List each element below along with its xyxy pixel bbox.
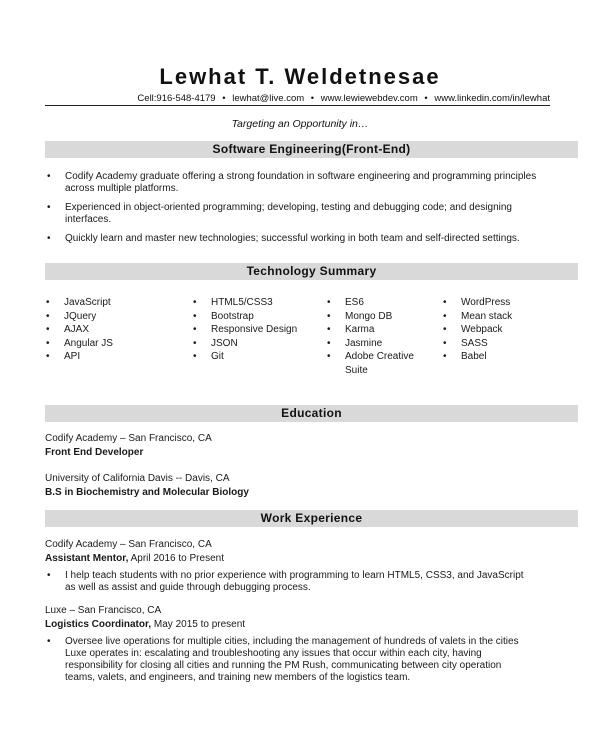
tech-item: • WordPress <box>461 296 512 310</box>
tech-column-3 <box>345 296 414 377</box>
tech-item: • AJAX <box>64 323 113 337</box>
education-school: Codify Academy – San Francisco, CA <box>45 433 212 444</box>
summary-item: • Experienced in object-oriented programming; developing, testing and debugging code; and designing interfaces. <box>60 202 580 226</box>
job-dates: April 2016 to Present <box>128 553 224 564</box>
job-role: Logistics Coordinator, <box>45 619 152 630</box>
tech-column-4 <box>461 296 512 364</box>
tech-item: • HTML5/CSS3 <box>211 296 297 310</box>
tech-item: • JSON <box>211 337 297 351</box>
summary-list <box>60 171 580 195</box>
job-role: Assistant Mentor, <box>45 553 129 564</box>
tech-column-2 <box>211 296 297 364</box>
tech-item: • API <box>64 350 113 364</box>
tech-item: • ES6 <box>345 296 414 310</box>
tech-item: • Babel <box>461 350 512 364</box>
tech-item: • Responsive Design <box>211 323 297 337</box>
section-header-education: Education <box>45 405 578 422</box>
tech-item: • JQuery <box>64 310 113 324</box>
section-header-summary: Software Engineering(Front-End) <box>45 141 578 158</box>
tech-item: • Bootstrap <box>211 310 297 324</box>
job-company: Luxe – San Francisco, CA <box>45 605 162 616</box>
target-statement: Targeting an Opportunity in… <box>231 118 369 130</box>
tech-item: • Mean stack <box>461 310 512 324</box>
separator-dot: • <box>222 93 226 104</box>
separator-dot: • <box>310 93 315 104</box>
education-degree: Front End Developer <box>45 447 144 458</box>
separator-dot: • <box>424 93 428 104</box>
job-company: Codify Academy – San Francisco, CA <box>45 539 212 550</box>
contact-email[interactable]: lewhat@live.com <box>232 93 305 104</box>
tech-item: • Karma <box>345 323 414 337</box>
tech-item: • JavaScript <box>64 296 113 310</box>
summary-list-3 <box>60 233 580 245</box>
tech-item: • Jasmine <box>345 337 414 351</box>
job-title-line <box>45 553 224 564</box>
job-bullets <box>60 636 580 684</box>
summary-item: • Quickly learn and master new technologies; successful working in both team and self-directed settings. <box>60 233 580 245</box>
candidate-name: Lewhat T. Weldetnesae <box>159 64 441 89</box>
tech-item: • Mongo DB <box>345 310 414 324</box>
education-degree: B.S in Biochemistry and Molecular Biology <box>45 487 249 498</box>
section-header-work: Work Experience <box>45 510 578 527</box>
tech-column-1 <box>64 296 113 364</box>
job-title-line <box>45 619 245 630</box>
tech-item: • Adobe Creative Suite <box>345 350 414 377</box>
job-bullet: • Oversee live operations for multiple cities, including the management of hundreds of valets in the cities Luxe operates in: escalating and troubleshooting any issues that occur within each city, having responsibility for closing all cities and running the PM Rush, communicating between city operation teams, valets, and engineers, and training new members of the logistics team. <box>60 636 580 684</box>
education-school: University of California Davis -- Davis, CA <box>45 473 230 484</box>
section-header-technology: Technology Summary <box>45 263 578 280</box>
contact-phone: Cell:916-548-4179 <box>137 93 216 104</box>
summary-list-2 <box>60 202 580 226</box>
tech-item: • Git <box>211 350 297 364</box>
tech-item: • Angular JS <box>64 337 113 351</box>
summary-item: • Codify Academy graduate offering a strong foundation in software engineering and programming principles across multiple platforms. <box>60 171 580 195</box>
tech-item: • Webpack <box>461 323 512 337</box>
job-dates: May 2015 to present <box>151 619 246 630</box>
contact-linkedin[interactable]: www.linkedin.com/in/lewhat <box>434 93 550 104</box>
job-bullets <box>60 570 580 594</box>
job-bullet: • I help teach students with no prior experience with programming to learn HTML5, CSS3, and JavaScript as well as assist and guide through debugging process. <box>60 570 580 594</box>
tech-item: • SASS <box>461 337 512 351</box>
contact-website[interactable]: www.lewiewebdev.com <box>320 93 418 104</box>
contact-line <box>45 93 550 106</box>
